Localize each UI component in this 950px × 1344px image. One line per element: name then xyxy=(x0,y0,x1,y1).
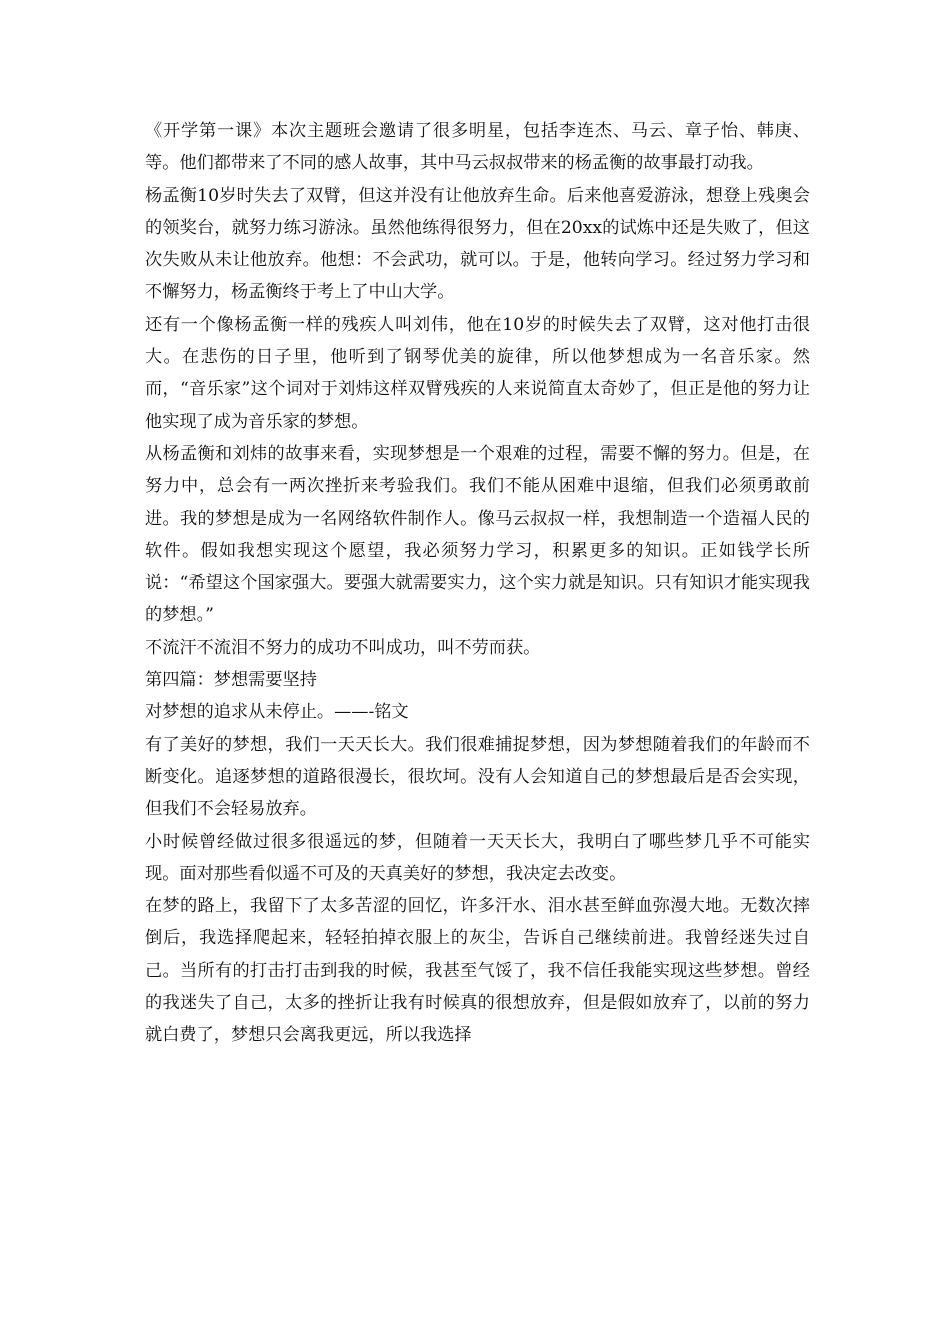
document-body xyxy=(145,115,810,1052)
paragraph-liu-wei: 还有一个像杨孟衡一样的残疾人叫刘伟，他在10岁的时候失去了双臂，这对他打击很大。在悲伤的日子里，他听到了钢琴优美的旋律，所以他梦想成为一名音乐家。然而，“音乐家”这个词对于刘炜这样双臂残疾的人来说简直太奇妙了，但正是他的努力让他实现了成为音乐家的梦想。 xyxy=(145,314,810,432)
paragraph-intro: 《开学第一课》本次主题班会邀请了很多明星，包括李连杰、马云、章子怡、韩庚、等。他们都带来了不同的感人故事，其中马云叔叔带来的杨孟衡的故事最打动我。 xyxy=(145,121,810,174)
paragraph-epigraph: 对梦想的追求从未停止。——-铭文 xyxy=(145,702,409,723)
paragraph-growing-up: 有了美好的梦想，我们一天天长大。我们很难捕捉梦想，因为梦想随着我们的年龄而不断变化。追逐梦想的道路很漫长，很坎坷。没有人会知道自己的梦想最后是否会实现，但我们不会轻易放弃。 xyxy=(145,734,810,820)
paragraph-dream-road: 在梦的路上，我留下了太多苦涩的回忆，许多汗水、泪水甚至鲜血弥漫大地。无数次摔倒后，我选择爬起来，轻轻拍掉衣服上的灰尘，告诉自己继续前进。我曾经迷失过自己。当所有的打击打击到我的时候，我甚至气馁了，我不信任我能实现这些梦想。曾经的我迷失了自己，太多的挫折让我有时候真的很想放弃，但是假如放弃了，以前的努力就白费了，梦想只会离我更远，所以我选择 xyxy=(145,896,810,1046)
paragraph-yang-mengheng: 杨孟衡10岁时失去了双臂，但这并没有让他放弃生命。后来他喜爱游泳，想登上残奥会的领奖台，就努力练习游泳。虽然他练得很努力，但在20xx的试炼中还是失败了，但这次失败从未让他放弃。他想：不会武功，就可以。于是，他转向学习。经过努力学习和不懈努力，杨孟衡终于考上了中山大学。 xyxy=(145,185,810,303)
section-heading: 第四篇：梦想需要坚持 xyxy=(145,670,317,691)
paragraph-childhood: 小时候曾经做过很多很遥远的梦，但随着一天天长大，我明白了哪些梦几乎不可能实现。面对那些看似遥不可及的天真美好的梦想，我决定去改变。 xyxy=(145,831,810,884)
paragraph-quote: 不流汗不流泪不努力的成功不叫成功，叫不劳而获。 xyxy=(145,637,541,658)
paragraph-my-dream: 从杨孟衡和刘炜的故事来看，实现梦想是一个艰难的过程，需要不懈的努力。但是，在努力中，总会有一两次挫折来考验我们。我们不能从困难中退缩，但我们必须勇敢前进。我的梦想是成为一名网络软件制作人。像马云叔叔一样，我想制造一个造福人民的软件。假如我想实现这个愿望，我必须努力学习，积累更多的知识。正如钱学长所说：“希望这个国家强大。要强大就需要实力，这个实力就是知识。只有知识才能实现我的梦想。” xyxy=(145,443,810,626)
